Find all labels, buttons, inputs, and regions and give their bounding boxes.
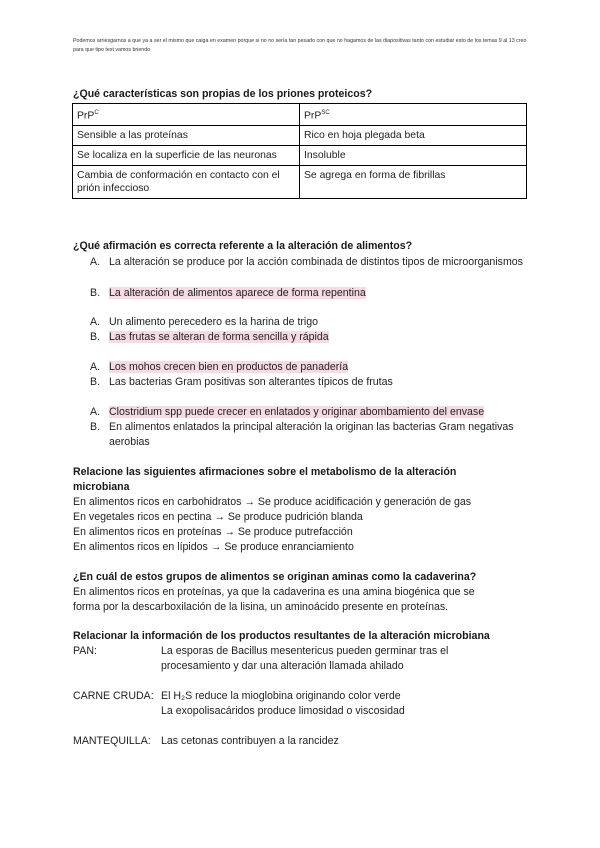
option-item [90, 375, 530, 390]
q3-title-line1: Relacione las siguientes afirmaciones sobre el metabolismo de la alteración [73, 466, 457, 478]
q4-title: ¿En cuál de estos grupos de alimentos se originan aminas como la cadaverina? [73, 571, 477, 583]
table-row [73, 166, 527, 199]
option-letter: A. [90, 361, 101, 373]
option-text: Un alimento perecedero es la harina de trigo [109, 316, 319, 328]
option-letter: B. [90, 421, 101, 433]
table-cell: Rico en hoja plegada beta [300, 126, 527, 146]
option-item [90, 405, 530, 420]
table-cell: Insoluble [300, 146, 527, 166]
product-detail: procesamiento y dar una alteración llamada ahilado [161, 660, 404, 672]
table-cell: Cambia de conformación en contacto con el prión infeccioso [73, 166, 300, 199]
product-label-pan: PAN: [73, 645, 97, 657]
product-detail: Las cetonas contribuyen a la rancidez [161, 735, 339, 747]
q2-title: ¿Qué afirmación es correcta referente a la alteración de alimentos? [73, 240, 413, 252]
option-text: La alteración se produce por la acción combinada de distintos tipos de microorganismos [109, 256, 523, 268]
header-prpsc: PrP$^{SC}$ [300, 104, 527, 126]
table-cell: Se localiza en la superficie de las neuronas [73, 146, 300, 166]
option-text-highlighted: Los mohos crecen bien en productos de panadería [109, 361, 349, 373]
option-letter: A. [90, 406, 101, 418]
option-item [90, 360, 530, 375]
option-letter: A. [90, 256, 101, 268]
table-cell: Se agrega en forma de fibrillas [300, 166, 527, 199]
option-item [90, 330, 530, 345]
option-item [90, 315, 530, 330]
q3-line: En alimentos ricos en lípidos → Se produce enranciamiento [73, 541, 354, 553]
prion-table [72, 103, 527, 199]
option-letter: A. [90, 316, 101, 328]
option-letter: B. [90, 287, 101, 299]
q5-title: Relacionar la información de los productos resultantes de la alteración microbiana [73, 630, 490, 642]
option-text-highlighted: Clostridium spp puede crecer en enlatados y originar abombamiento del envase [109, 406, 485, 418]
option-text: En alimentos enlatados la principal alteración la originan las bacterias Gram negativas aerobias [109, 421, 514, 448]
product-label-carne-cruda: CARNE CRUDA: [73, 690, 154, 702]
product-detail: El H₂S reduce la mioglobina originando color verde [161, 690, 401, 702]
q1-title: ¿Qué características son propias de los priones proteicos? [73, 88, 373, 100]
q4-answer-line1: En alimentos ricos en proteínas, ya que la cadaverina es una amina biogénica que se [73, 586, 475, 598]
option-item [90, 420, 530, 450]
header-prpc: PrP$^C$ [73, 104, 300, 126]
q3-line: En vegetales ricos en pectina → Se produce pudrición blanda [73, 511, 363, 523]
product-detail: La exopolisacáridos produce limosidad o viscosidad [161, 705, 405, 717]
option-letter: B. [90, 376, 101, 388]
option-item [90, 255, 530, 270]
intro-note: Podemos arriesgarnos a que ya a ser el mismo que caiga en examen porque si no no sería tan pesado con que no hagamos de las diapositivas tanto con estudiar esto de los temas 9 al 13 creo para que tipo test vamos briendo [73, 38, 527, 53]
option-text: Las bacterias Gram positivas son alterantes típicos de frutas [109, 376, 393, 388]
option-item [90, 286, 530, 301]
table-cell: Sensible a las proteínas [73, 126, 300, 146]
option-text-highlighted: La alteración de alimentos aparece de forma repentina [109, 287, 366, 299]
q3-line: En alimentos ricos en proteínas → Se produce putrefacción [73, 526, 353, 538]
option-letter: B. [90, 331, 101, 343]
product-detail: La esporas de Bacillus mesentericus pueden germinar tras el [161, 645, 449, 657]
table-row [73, 146, 527, 166]
product-label-mantequilla: MANTEQUILLA: [73, 735, 151, 747]
table-row [73, 126, 527, 146]
table-header-row [73, 104, 527, 126]
q4-answer-line2: forma por la descarboxilación de la lisina, un aminoácido presente en proteínas. [73, 601, 449, 613]
option-text-highlighted: Las frutas se alteran de forma sencilla y rápida [109, 331, 329, 343]
q3-title-line2: microbiana [73, 481, 130, 493]
q3-line: En alimentos ricos en carbohidratos → Se produce acidificación y generación de gas [73, 496, 472, 508]
